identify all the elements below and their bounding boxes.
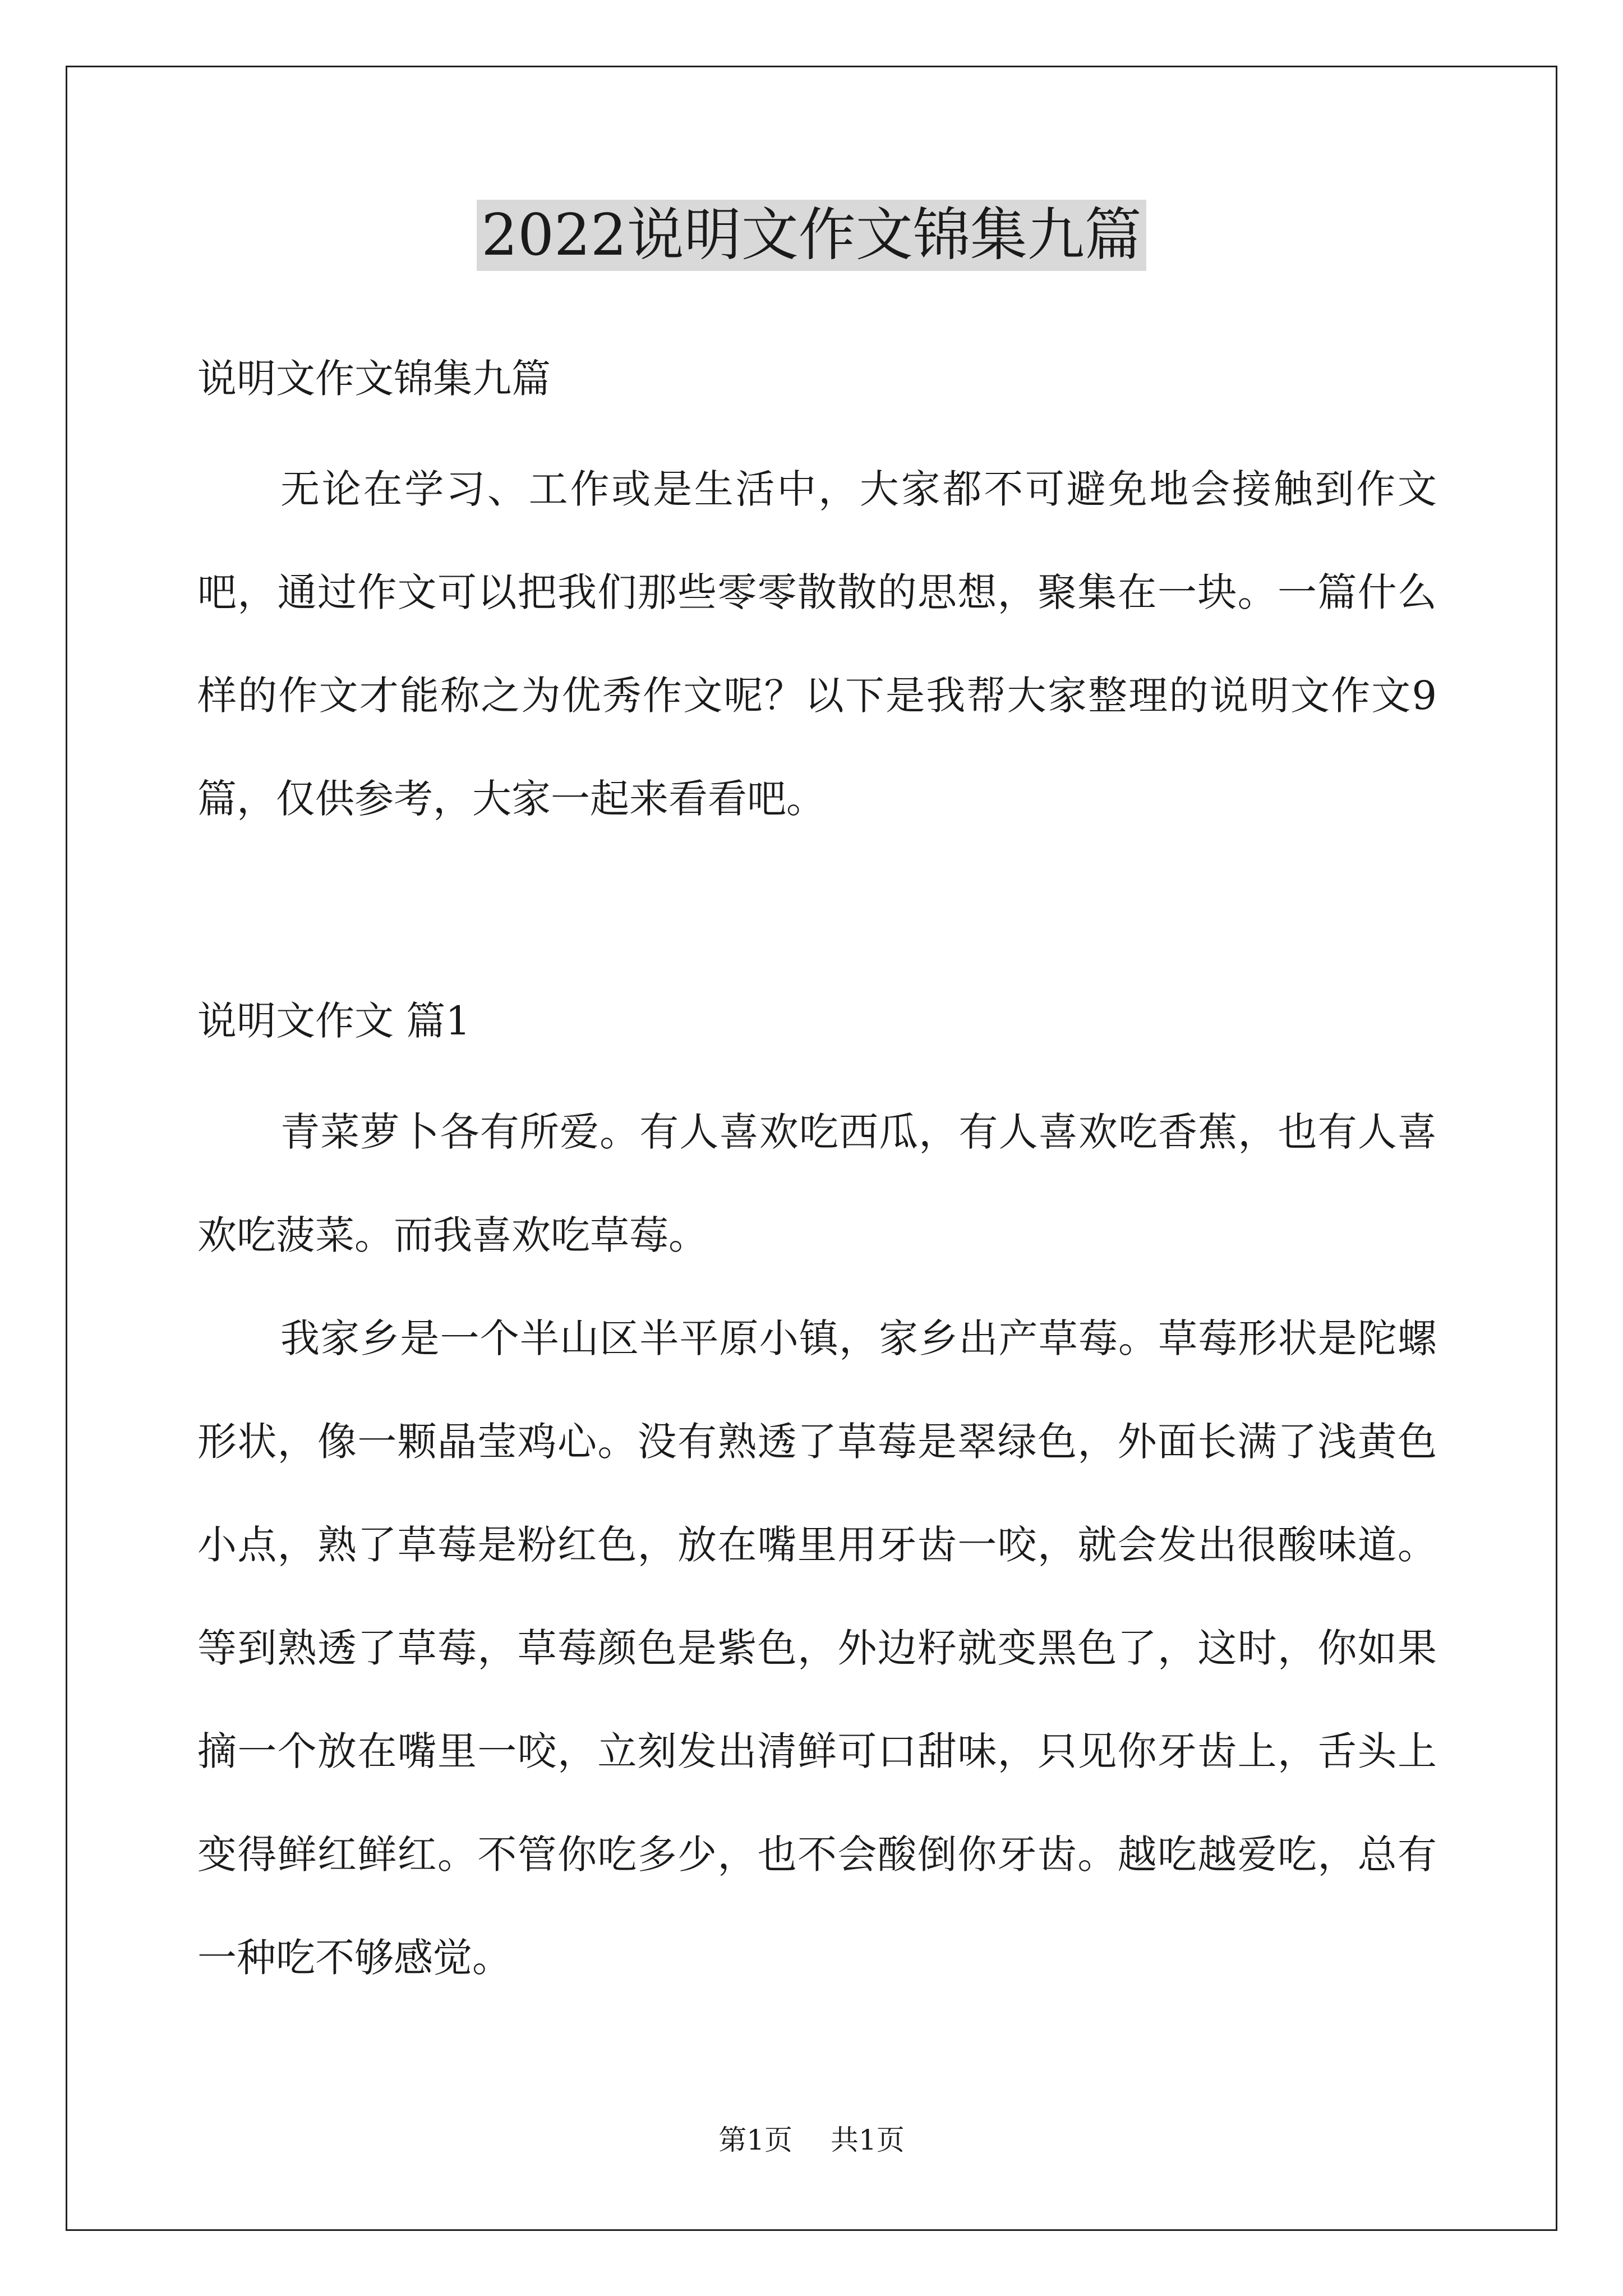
page-footer: [0, 2120, 1623, 2160]
body-paragraph: 我家乡是一个半山区半平原小镇，家乡出产草莓。草莓形状是陀螺形状，像一颗晶莹鸡心。没有熟透了草莓是翠绿色，外面长满了浅黄色小点，熟了草莓是粉红色，放在嘴里用牙齿一咬，就会发出很酸味道。等到熟透了草莓，草莓颜色是紫色，外边籽就变黑色了，这时，你如果摘一个放在嘴里一咬，立刻发出清鲜可口甜味，只见你牙齿上，舌头上变得鲜红鲜红。不管你吃多少，也不会酸倒你牙齿。越吃越爱吃，总有一种吃不够感觉。: [197, 1315, 1437, 1981]
page-number: 第1页: [718, 2124, 793, 2156]
intro-paragraph: 无论在学习、工作或是生活中，大家都不可避免地会接触到作文吧，通过作文可以把我们那些零零散散的思想，聚集在一块。一篇什么样的作文才能称之为优秀作文呢？以下是我帮大家整理的说明文作文9篇，仅供参考，大家一起来看看吧。: [197, 466, 1437, 822]
page-total: 共1页: [830, 2124, 905, 2156]
body-paragraph: 青菜萝卜各有所爱。有人喜欢吃西瓜，有人喜欢吃香蕉，也有人喜欢吃菠菜。而我喜欢吃草莓。: [197, 1109, 1437, 1258]
document-subtitle: 说明文作文锦集九篇: [197, 356, 551, 402]
document-title: [0, 196, 1623, 275]
document-title-text: 2022说明文作文锦集九篇: [477, 200, 1146, 271]
section-heading: 说明文作文 篇1: [197, 998, 471, 1044]
